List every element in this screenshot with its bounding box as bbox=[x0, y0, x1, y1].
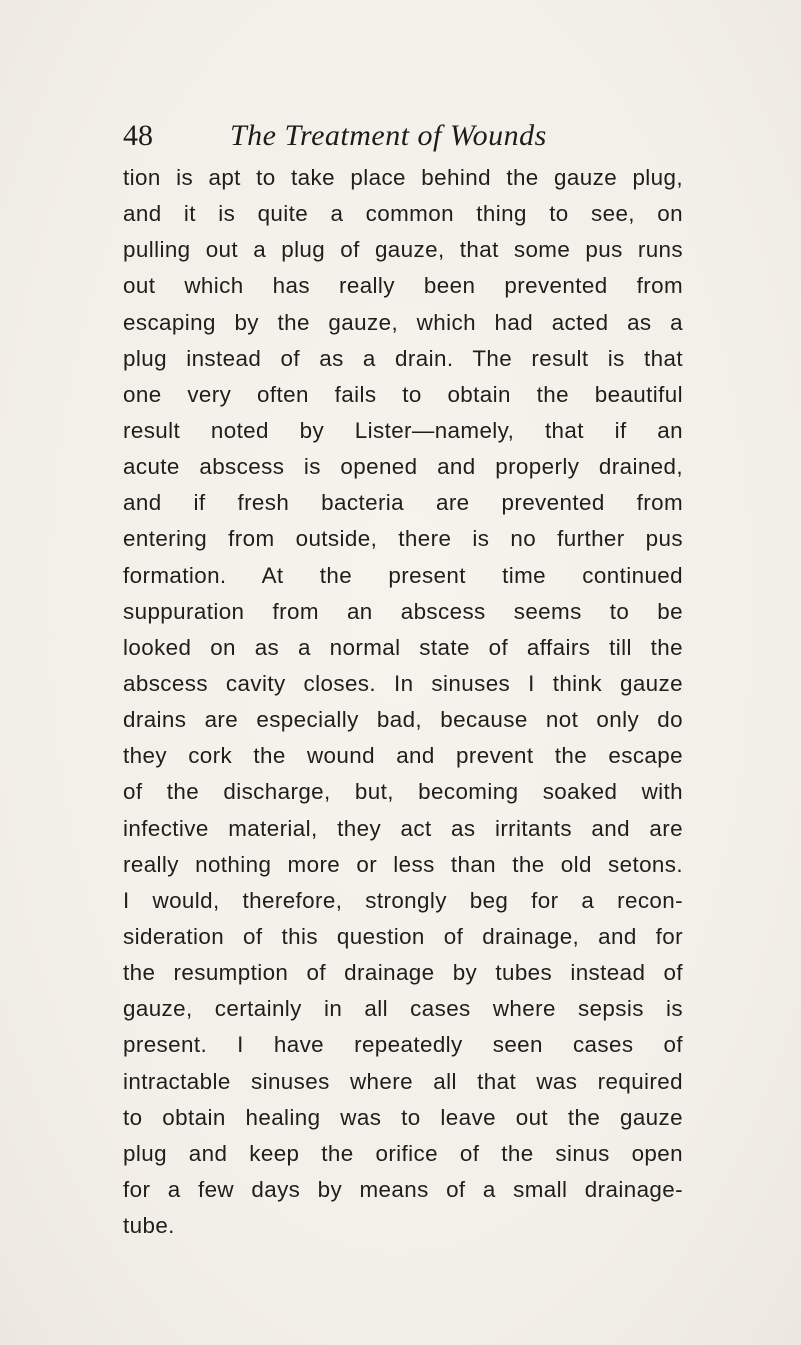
text-line: escaping by the gauze, which had acted as a bbox=[123, 309, 683, 335]
text-line: plug and keep the orifice of the sinus open bbox=[123, 1140, 683, 1166]
text-line: looked on as a normal state of affairs till the bbox=[123, 634, 683, 660]
text-line: to obtain healing was to leave out the gauze bbox=[123, 1104, 683, 1130]
text-line: tion is apt to take place behind the gauze plug, bbox=[123, 165, 683, 190]
text-line: and if fresh bacteria are prevented from bbox=[123, 490, 683, 516]
text-line: really nothing more or less than the old setons. bbox=[123, 851, 683, 877]
text-line: result noted by Lister—namely, that if an bbox=[123, 417, 683, 443]
text-line: the resumption of drainage by tubes instead of bbox=[123, 960, 683, 986]
text-line: one very often fails to obtain the beautiful bbox=[123, 381, 683, 407]
text-line: present. I have repeatedly seen cases of bbox=[123, 1032, 683, 1058]
text-line: drains are especially bad, because not only do bbox=[123, 707, 683, 733]
text-line: infective material, they act as irritants and are bbox=[123, 815, 683, 841]
running-header bbox=[0, 116, 801, 156]
text-line: out which has really been prevented from bbox=[123, 273, 683, 299]
text-line: plug instead of as a drain. The result is that bbox=[123, 345, 683, 371]
text-line: for a few days by means of a small drainage- bbox=[123, 1176, 683, 1202]
text-line: entering from outside, there is no further pus bbox=[123, 526, 683, 552]
text-line: gauze, certainly in all cases where sepsis is bbox=[123, 996, 683, 1022]
text-line: and it is quite a common thing to see, on bbox=[123, 201, 683, 227]
text-line: of the discharge, but, becoming soaked with bbox=[123, 779, 683, 805]
body-text bbox=[123, 160, 683, 1244]
text-line: they cork the wound and prevent the escape bbox=[123, 743, 683, 769]
text-line: intractable sinuses where all that was required bbox=[123, 1068, 683, 1094]
running-title: The Treatment of Wounds bbox=[230, 119, 547, 152]
text-line: formation. At the present time continued bbox=[123, 562, 683, 588]
text-line: suppuration from an abscess seems to be bbox=[123, 598, 683, 624]
page-number: 48 bbox=[123, 119, 153, 152]
text-line: tube. bbox=[123, 1213, 175, 1239]
text-line: I would, therefore, strongly beg for a recon- bbox=[123, 887, 683, 913]
text-line: acute abscess is opened and properly drained, bbox=[123, 454, 683, 480]
text-line: sideration of this question of drainage, and for bbox=[123, 923, 683, 949]
text-line: abscess cavity closes. In sinuses I think gauze bbox=[123, 670, 683, 696]
text-line: pulling out a plug of gauze, that some pus runs bbox=[123, 237, 683, 263]
